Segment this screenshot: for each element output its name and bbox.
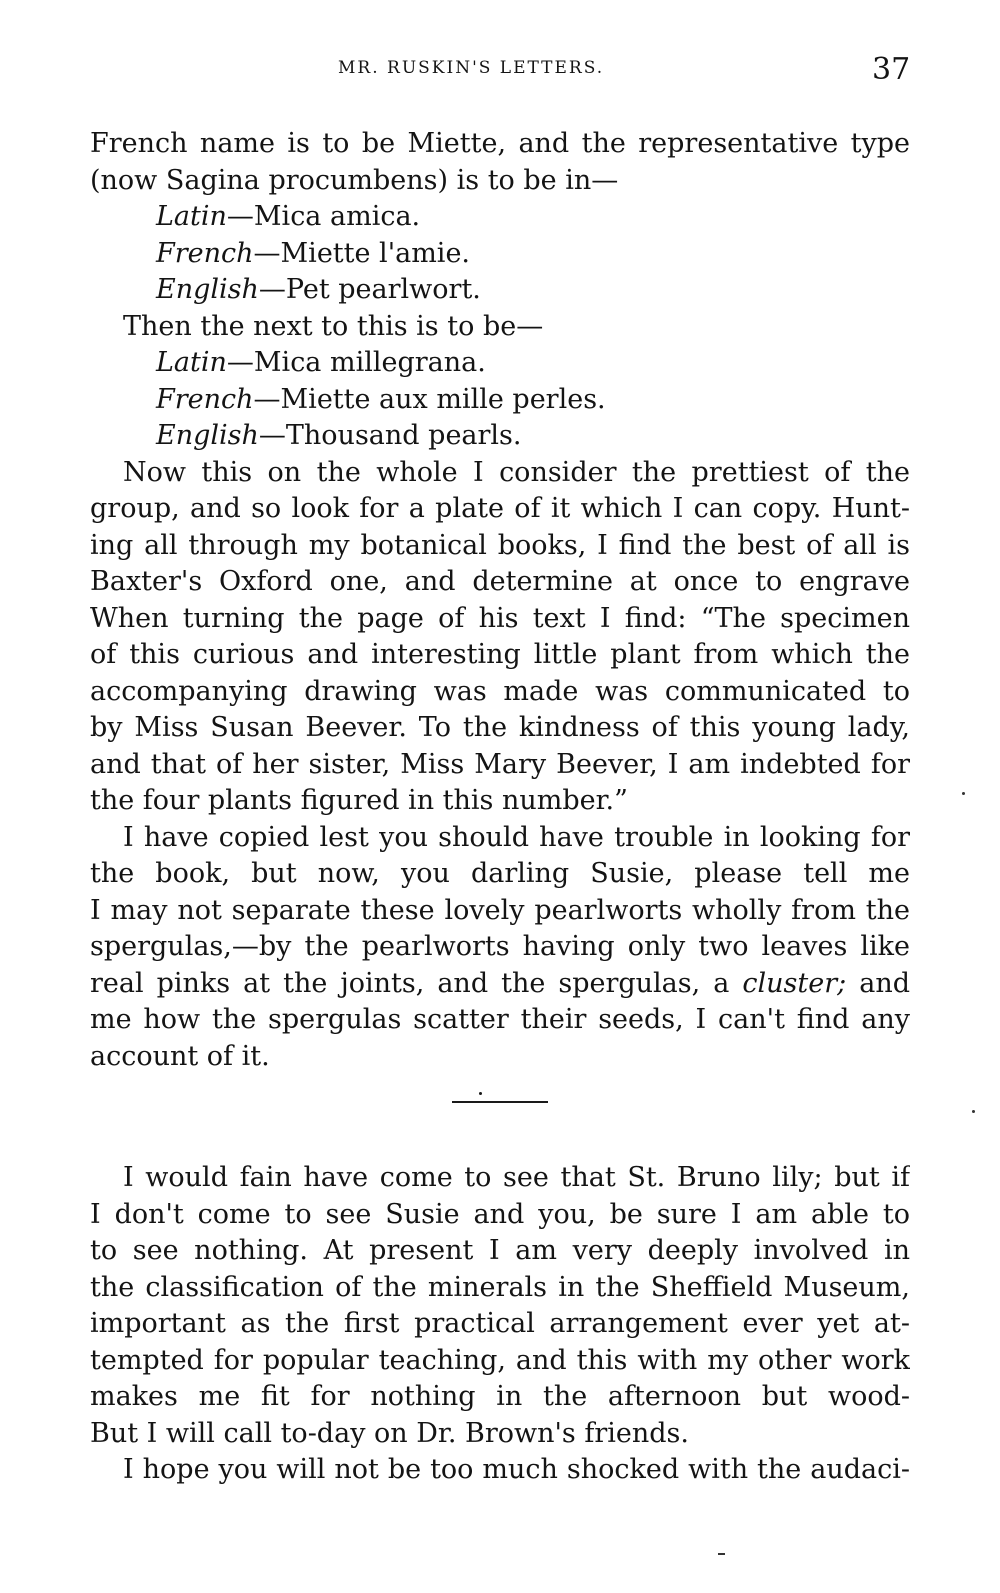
text-line: Now this on the whole I consider the prettiest of the xyxy=(123,456,910,488)
running-head: MR. RUSKIN'S LETTERS. xyxy=(338,58,605,78)
paper-speck xyxy=(972,1110,975,1113)
text-line: makes me fit for nothing in the afternoon but wood- xyxy=(90,1381,910,1412)
text-line: important as the first practical arrangement ever yet at- xyxy=(90,1308,910,1339)
emphasis-text: cluster; xyxy=(742,967,847,999)
text-line: French name is to be Miette, and the representative type xyxy=(90,128,910,159)
name-label: Latin xyxy=(156,201,227,232)
paper-speck xyxy=(718,1553,725,1555)
text-line: (now Sagina procumbens) is to be in— xyxy=(90,164,619,196)
text-line: to see nothing. At present I am very deeply involved in xyxy=(90,1235,910,1266)
text-line: account of it. xyxy=(90,1040,270,1072)
text-line: me how the spergulas scatter their seeds, I can't find any xyxy=(90,1004,910,1035)
letter-text-block-1 xyxy=(90,126,910,1075)
name-label: French xyxy=(156,237,254,269)
name-label: English xyxy=(156,274,259,305)
name-value: —Thousand pearls. xyxy=(258,420,522,451)
text-line xyxy=(90,382,910,419)
name-value: —Pet pearlwort. xyxy=(258,274,481,305)
name-value: —Miette l'amie. xyxy=(253,237,471,269)
text-line: the four plants figured in this number.” xyxy=(90,785,628,816)
name-label: Latin xyxy=(156,347,227,378)
text-line xyxy=(90,236,910,273)
text-line: group, and so look for a plate of it which I can copy. Hunt- xyxy=(90,493,910,524)
name-value: —Mica millegrana. xyxy=(226,347,486,378)
text-line: I don't come to see Susie and you, be sure I am able to xyxy=(90,1198,910,1230)
text-line xyxy=(90,199,910,236)
text-line xyxy=(90,272,910,309)
text-line: Baxter's Oxford one, and determine at once to engrave xyxy=(90,566,910,597)
text-line: I may not separate these lovely pearlworts wholly from the xyxy=(90,894,910,926)
text-line: spergulas,—by the pearlworts having only two leaves like xyxy=(90,931,910,962)
name-label: French xyxy=(156,383,254,415)
text-line: When turning the page of his text I find: “The specimen xyxy=(90,602,910,634)
text-line: Then the next to this is to be— xyxy=(123,310,544,342)
line-segment: and xyxy=(859,967,910,999)
text-line: and that of her sister, Miss Mary Beever, I am indebted for xyxy=(90,748,910,780)
text-line: ing all through my botanical books, I find the best of all is xyxy=(90,529,910,561)
text-line: the classification of the minerals in the Sheffield Museum, xyxy=(90,1271,910,1303)
text-line: But I will call to-day on Dr. Brown's friends. xyxy=(90,1417,689,1449)
text-line: of this curious and interesting little plant from which the xyxy=(90,639,910,670)
text-line: I have copied lest you should have trouble in looking for xyxy=(123,821,910,853)
name-value: —Mica amica. xyxy=(226,201,421,232)
text-line xyxy=(90,345,910,382)
text-line: by Miss Susan Beever. To the kindness of this young lady, xyxy=(90,712,910,743)
text-line: accompanying drawing was made was communicated to xyxy=(90,675,910,707)
text-line: I would fain have come to see that St. Bruno lily; but if xyxy=(123,1162,910,1193)
line-segment: real pinks at the joints, and the spergulas, a xyxy=(90,967,743,999)
paper-speck xyxy=(962,792,965,795)
text-line xyxy=(90,418,910,455)
text-line: the book, but now, you darling Susie, please tell me xyxy=(90,858,910,889)
name-label: English xyxy=(156,420,259,451)
letter-text-block-2 xyxy=(90,1160,910,1489)
section-divider xyxy=(452,1101,548,1103)
text-line: I hope you will not be too much shocked with the audaci- xyxy=(123,1454,910,1485)
page-number: 37 xyxy=(872,52,911,87)
name-value: —Miette aux mille perles. xyxy=(253,383,606,415)
text-line: tempted for popular teaching, and this with my other work xyxy=(90,1344,910,1376)
text-line xyxy=(90,966,910,1003)
